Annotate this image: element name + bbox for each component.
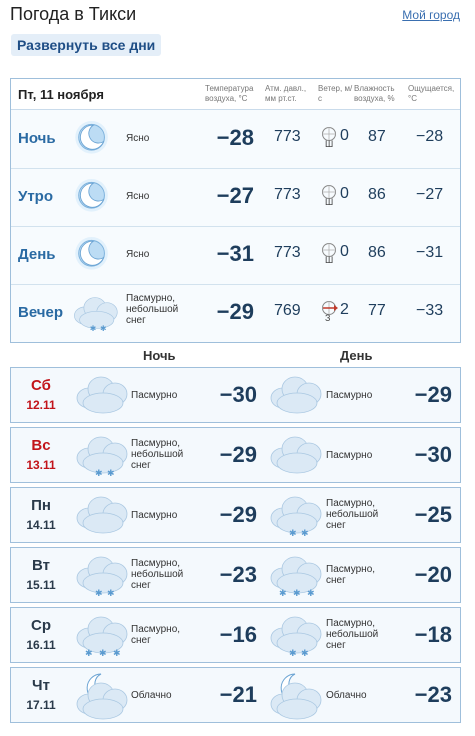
day-temperature: −18: [414, 622, 452, 647]
condition-line: Пасмурно: [131, 510, 178, 521]
day-name: Вс: [31, 437, 51, 454]
day-date: 14.11: [26, 518, 56, 532]
condition-line: Пасмурно: [326, 390, 373, 401]
cloud-snow-heavy-icon: [73, 609, 129, 661]
cloud-icon: [73, 369, 129, 421]
period-name: День: [18, 246, 56, 263]
svg-text:✱: ✱: [107, 469, 115, 479]
wind-direction: Ш: [325, 197, 334, 207]
day-date: 13.11: [26, 458, 56, 472]
cloud-snow-heavy-icon: [267, 549, 323, 601]
today-row-0: [11, 110, 460, 169]
feels-like: −31: [416, 244, 444, 261]
day-date: 17.11: [26, 698, 56, 712]
wind-direction: Ш: [325, 255, 334, 265]
wind-info: [320, 242, 356, 266]
wind-speed: 0: [340, 243, 349, 260]
condition-line: Пасмурно,: [326, 618, 376, 629]
svg-text:✱: ✱: [107, 589, 115, 599]
forecast-day-2[interactable]: [10, 487, 461, 543]
wind-speed: 2: [340, 301, 349, 318]
night-condition: [131, 438, 183, 471]
period-name: Утро: [18, 188, 54, 205]
col-feels-like: Ощущается, °C: [408, 84, 455, 103]
cloud-snow-icon: [73, 549, 129, 601]
svg-text:✱: ✱: [301, 649, 309, 659]
night-condition: [131, 624, 180, 646]
condition-text: [126, 249, 149, 260]
day-name: Пн: [31, 497, 51, 514]
day-condition: [326, 690, 367, 701]
night-condition: [131, 390, 177, 401]
night-temperature: −16: [219, 622, 257, 647]
condition-text: [126, 191, 149, 202]
cloud-snow-icon: [73, 429, 129, 481]
temperature: −29: [216, 299, 254, 324]
cloud-snow-icon: [267, 489, 323, 541]
day-temperature: −29: [414, 382, 452, 407]
condition-text: [126, 133, 149, 144]
page-title: Погода в Тикси: [10, 4, 137, 24]
col-humidity: Влажность воздуха, %: [354, 84, 395, 103]
condition-line: Облачно: [131, 690, 172, 701]
day-temperature: −23: [414, 682, 452, 707]
today-date: Пт, 11 ноября: [18, 87, 104, 102]
col-temperature: Температура воздуха, °C: [205, 84, 254, 103]
condition-line: небольшой: [326, 509, 379, 520]
day-temperature: −20: [414, 562, 452, 587]
temperature: −27: [216, 183, 254, 208]
wind-direction: Ш: [325, 139, 334, 149]
condition-line: снег: [126, 315, 146, 326]
feels-like: −28: [416, 128, 444, 145]
feels-like: −33: [416, 302, 444, 319]
condition-line: Пасмурно,: [131, 558, 181, 569]
condition-line: Пасмурно,: [326, 498, 376, 509]
day-condition: [326, 618, 378, 651]
night-temperature: −23: [219, 562, 257, 587]
svg-text:✱: ✱: [279, 589, 287, 599]
wind-speed: 0: [340, 185, 349, 202]
svg-text:✱: ✱: [95, 589, 103, 599]
day-condition: [326, 498, 378, 531]
today-header: [11, 79, 460, 110]
condition-line: Пасмурно,: [131, 438, 181, 449]
today-panel: [10, 78, 461, 343]
day-name: Сб: [31, 377, 51, 394]
humidity: 86: [368, 244, 386, 261]
today-row-2: [11, 226, 460, 285]
wind-speed: 0: [340, 127, 349, 144]
condition-line: небольшой: [126, 304, 179, 315]
pressure: 773: [274, 186, 301, 203]
period-name: Вечер: [18, 304, 64, 321]
pressure: 769: [274, 302, 301, 319]
condition-line: Пасмурно,: [126, 293, 176, 304]
svg-text:✱: ✱: [289, 529, 297, 539]
condition-line: Ясно: [126, 191, 150, 202]
condition-line: снег: [131, 580, 151, 591]
today-row-3: [11, 284, 460, 342]
condition-line: Пасмурно: [326, 450, 373, 461]
day-date: 15.11: [26, 578, 56, 592]
pressure: 773: [274, 244, 301, 261]
condition-line: снег: [131, 635, 151, 646]
wind-info: [320, 184, 356, 208]
humidity: 87: [368, 128, 386, 145]
moon-icon: [71, 173, 119, 221]
forecast-day-1[interactable]: [10, 427, 461, 483]
svg-text:✱: ✱: [95, 469, 103, 479]
night-temperature: −30: [219, 382, 257, 407]
condition-line: снег: [326, 575, 346, 586]
wind-direction: З: [325, 313, 331, 323]
svg-text:✱: ✱: [293, 589, 301, 599]
day-condition: [326, 390, 372, 401]
day-date: 16.11: [26, 638, 56, 652]
night-temperature: −21: [219, 682, 257, 707]
pressure: 773: [274, 128, 301, 145]
svg-text:✱: ✱: [289, 649, 297, 659]
night-temperature: −29: [219, 442, 257, 467]
day-name: Вт: [32, 557, 50, 574]
condition-line: снег: [131, 460, 151, 471]
humidity: 77: [368, 302, 386, 319]
cloud-icon: [267, 429, 323, 481]
condition-line: небольшой: [326, 629, 379, 640]
night-condition: [131, 558, 183, 591]
temperature: −28: [216, 125, 254, 150]
cloud-moon-icon: [73, 669, 129, 721]
night-condition: [131, 690, 172, 701]
day-temperature: −30: [414, 442, 452, 467]
forecast-day-0[interactable]: [10, 367, 461, 423]
forecast-day-5[interactable]: [10, 667, 461, 723]
period-name: Ночь: [18, 130, 56, 147]
cloud-icon: [267, 369, 323, 421]
condition-line: снег: [326, 520, 346, 531]
svg-text:✱: ✱: [89, 324, 97, 333]
cloud-icon: [73, 489, 129, 541]
humidity: 86: [368, 186, 386, 203]
col-pressure: Атм. давл., мм рт.ст.: [265, 84, 307, 103]
wind-info: [320, 300, 356, 324]
condition-line: Пасмурно: [131, 390, 178, 401]
day-date: 12.11: [26, 398, 56, 412]
night-temperature: −29: [219, 502, 257, 527]
condition-line: Пасмурно,: [326, 564, 376, 575]
forecast-day-4[interactable]: [10, 607, 461, 663]
condition-line: Ясно: [126, 133, 150, 144]
col-wind: Ветер, м/с: [318, 84, 353, 103]
condition-line: снег: [326, 640, 346, 651]
day-condition: [326, 564, 375, 586]
day-column-label: День: [340, 348, 373, 363]
condition-line: Облачно: [326, 690, 367, 701]
moon-icon: [71, 231, 119, 279]
night-condition: [131, 510, 177, 521]
cloud-snow-icon: [71, 289, 119, 337]
day-temperature: −25: [414, 502, 452, 527]
svg-text:✱: ✱: [99, 649, 107, 659]
condition-text: [126, 293, 178, 326]
day-condition: [326, 450, 372, 461]
moon-icon: [71, 115, 119, 163]
today-row-1: [11, 168, 460, 227]
temperature: −31: [216, 241, 254, 266]
condition-line: небольшой: [131, 569, 184, 580]
cloud-moon-icon: [267, 669, 323, 721]
condition-line: Ясно: [126, 249, 150, 260]
svg-text:✱: ✱: [100, 324, 107, 333]
condition-line: небольшой: [131, 449, 184, 460]
forecast-day-3[interactable]: [10, 547, 461, 603]
svg-text:✱: ✱: [113, 649, 121, 659]
day-name: Ср: [31, 617, 51, 634]
day-name: Чт: [32, 677, 50, 694]
feels-like: −27: [416, 186, 444, 203]
svg-text:✱: ✱: [85, 649, 93, 659]
my-city-link[interactable]: Мой город: [402, 8, 460, 22]
expand-all-days-button[interactable]: Развернуть все дни: [11, 34, 161, 56]
cloud-snow-icon: [267, 609, 323, 661]
night-column-label: Ночь: [143, 348, 176, 363]
wind-info: [320, 126, 356, 150]
condition-line: Пасмурно,: [131, 624, 181, 635]
svg-text:✱: ✱: [307, 589, 315, 599]
svg-text:✱: ✱: [301, 529, 309, 539]
